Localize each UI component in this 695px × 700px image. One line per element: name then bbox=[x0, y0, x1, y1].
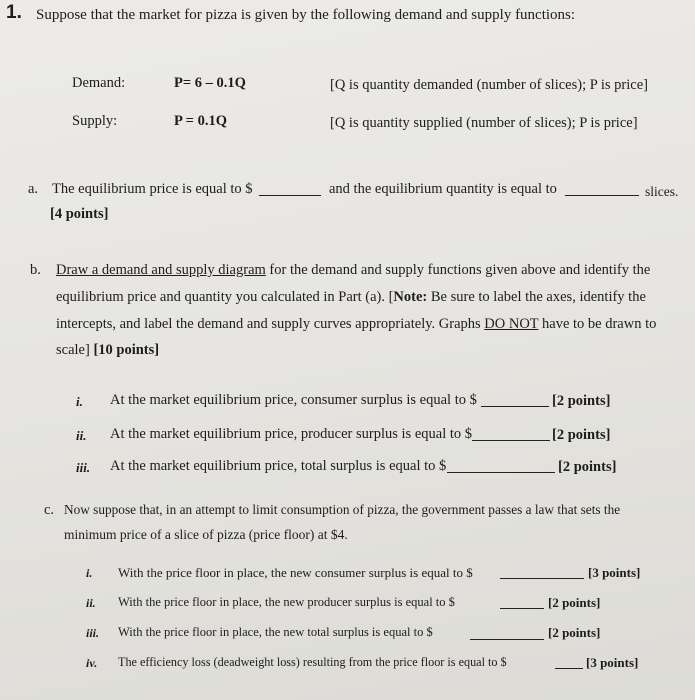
question-intro: Suppose that the market for pizza is given by the following demand and supply functions: bbox=[36, 7, 576, 23]
question-number: 1. bbox=[6, 2, 22, 23]
part-b-line-1-rest: for the demand and supply functions given above and identify the bbox=[265, 262, 651, 278]
part-c-line-1: Now suppose that, in an attempt to limit consumption of pizza, the government passes a law that sets the bbox=[64, 502, 621, 517]
part-b-points: [10 points] bbox=[93, 342, 160, 358]
answer-blank-quantity[interactable] bbox=[565, 183, 639, 196]
part-b-do-not: DO NOT bbox=[484, 316, 539, 332]
supply-note: [Q is quantity supplied (number of slices); P is price] bbox=[330, 115, 638, 131]
part-c-item-points: [3 points] bbox=[586, 655, 639, 670]
demand-note: [Q is quantity demanded (number of slices); P is price] bbox=[330, 77, 648, 93]
part-c-item-text: With the price floor in place, the new total surplus is equal to $ bbox=[118, 625, 433, 639]
part-c-item-points: [2 points] bbox=[548, 625, 601, 640]
part-c-item-points: [3 points] bbox=[588, 565, 641, 580]
part-b-item-points: [2 points] bbox=[558, 459, 617, 475]
part-b-line-2-b: Be sure to label the axes, identify the bbox=[427, 289, 646, 305]
part-b-line-1 bbox=[56, 262, 650, 279]
part-a-text-1: The equilibrium price is equal to $ bbox=[52, 181, 253, 197]
part-a-points: [4 points] bbox=[50, 206, 109, 222]
part-a-text-2: and the equilibrium quantity is equal to bbox=[329, 181, 557, 197]
part-b-item-text: At the market equilibrium price, consumer surplus is equal to $ bbox=[110, 392, 477, 408]
answer-blank-total-surplus[interactable] bbox=[447, 460, 555, 473]
demand-formula: P= 6 – 0.1Q bbox=[174, 75, 246, 91]
part-b-line-3-a: intercepts, and label the demand and supply curves appropriately. Graphs bbox=[56, 316, 485, 332]
answer-blank-new-consumer-surplus[interactable] bbox=[500, 566, 584, 579]
part-b-line-3 bbox=[56, 316, 656, 333]
part-b-item-points: [2 points] bbox=[552, 393, 611, 409]
part-b-line-3-b: have to be drawn to bbox=[538, 316, 657, 332]
part-a-letter: a. bbox=[28, 181, 39, 197]
part-b-item-numeral: iii. bbox=[76, 460, 91, 475]
part-c-line-2: minimum price of a slice of pizza (price floor) at $4. bbox=[64, 527, 348, 542]
part-b-line-2 bbox=[56, 289, 646, 306]
demand-label: Demand: bbox=[72, 75, 126, 91]
part-b-item-points: [2 points] bbox=[552, 427, 611, 443]
supply-formula: P = 0.1Q bbox=[174, 113, 227, 129]
part-c-item-points: [2 points] bbox=[548, 595, 601, 610]
part-b-draw-instruction: Draw a demand and supply diagram bbox=[56, 262, 266, 278]
part-b-scale: scale] bbox=[56, 342, 94, 358]
answer-blank-new-total-surplus[interactable] bbox=[470, 627, 544, 640]
part-b-line-4 bbox=[56, 342, 159, 359]
part-c-item-text: The efficiency loss (deadweight loss) resulting from the price floor is equal to $ bbox=[118, 655, 507, 669]
part-c-item-numeral: i. bbox=[86, 566, 93, 580]
part-b-letter: b. bbox=[30, 262, 41, 278]
part-b-item-numeral: i. bbox=[76, 394, 83, 409]
part-b-note-label: Note: bbox=[393, 289, 428, 305]
part-c-item-text: With the price floor in place, the new producer surplus is equal to $ bbox=[118, 595, 455, 609]
part-a-text-3: slices. bbox=[645, 184, 679, 199]
part-b-item-text: At the market equilibrium price, producer surplus is equal to $ bbox=[110, 426, 473, 442]
supply-label: Supply: bbox=[72, 113, 118, 129]
part-b-item-numeral: ii. bbox=[76, 428, 87, 443]
part-c-item-numeral: iv. bbox=[86, 656, 98, 670]
part-c-letter: c. bbox=[44, 502, 55, 518]
answer-blank-producer-surplus[interactable] bbox=[472, 428, 550, 441]
part-b-item-text: At the market equilibrium price, total surplus is equal to $ bbox=[110, 458, 447, 474]
answer-blank-deadweight-loss[interactable] bbox=[555, 656, 583, 669]
part-c-item-numeral: ii. bbox=[86, 596, 96, 610]
answer-blank-new-producer-surplus[interactable] bbox=[500, 596, 544, 609]
part-c-item-numeral: iii. bbox=[86, 626, 100, 640]
part-b-line-2-a: equilibrium price and quantity you calculated in Part (a). [ bbox=[56, 289, 394, 305]
answer-blank-consumer-surplus[interactable] bbox=[481, 394, 549, 407]
part-c-item-text: With the price floor in place, the new consumer surplus is equal to $ bbox=[118, 565, 473, 580]
answer-blank-price[interactable] bbox=[259, 183, 321, 196]
